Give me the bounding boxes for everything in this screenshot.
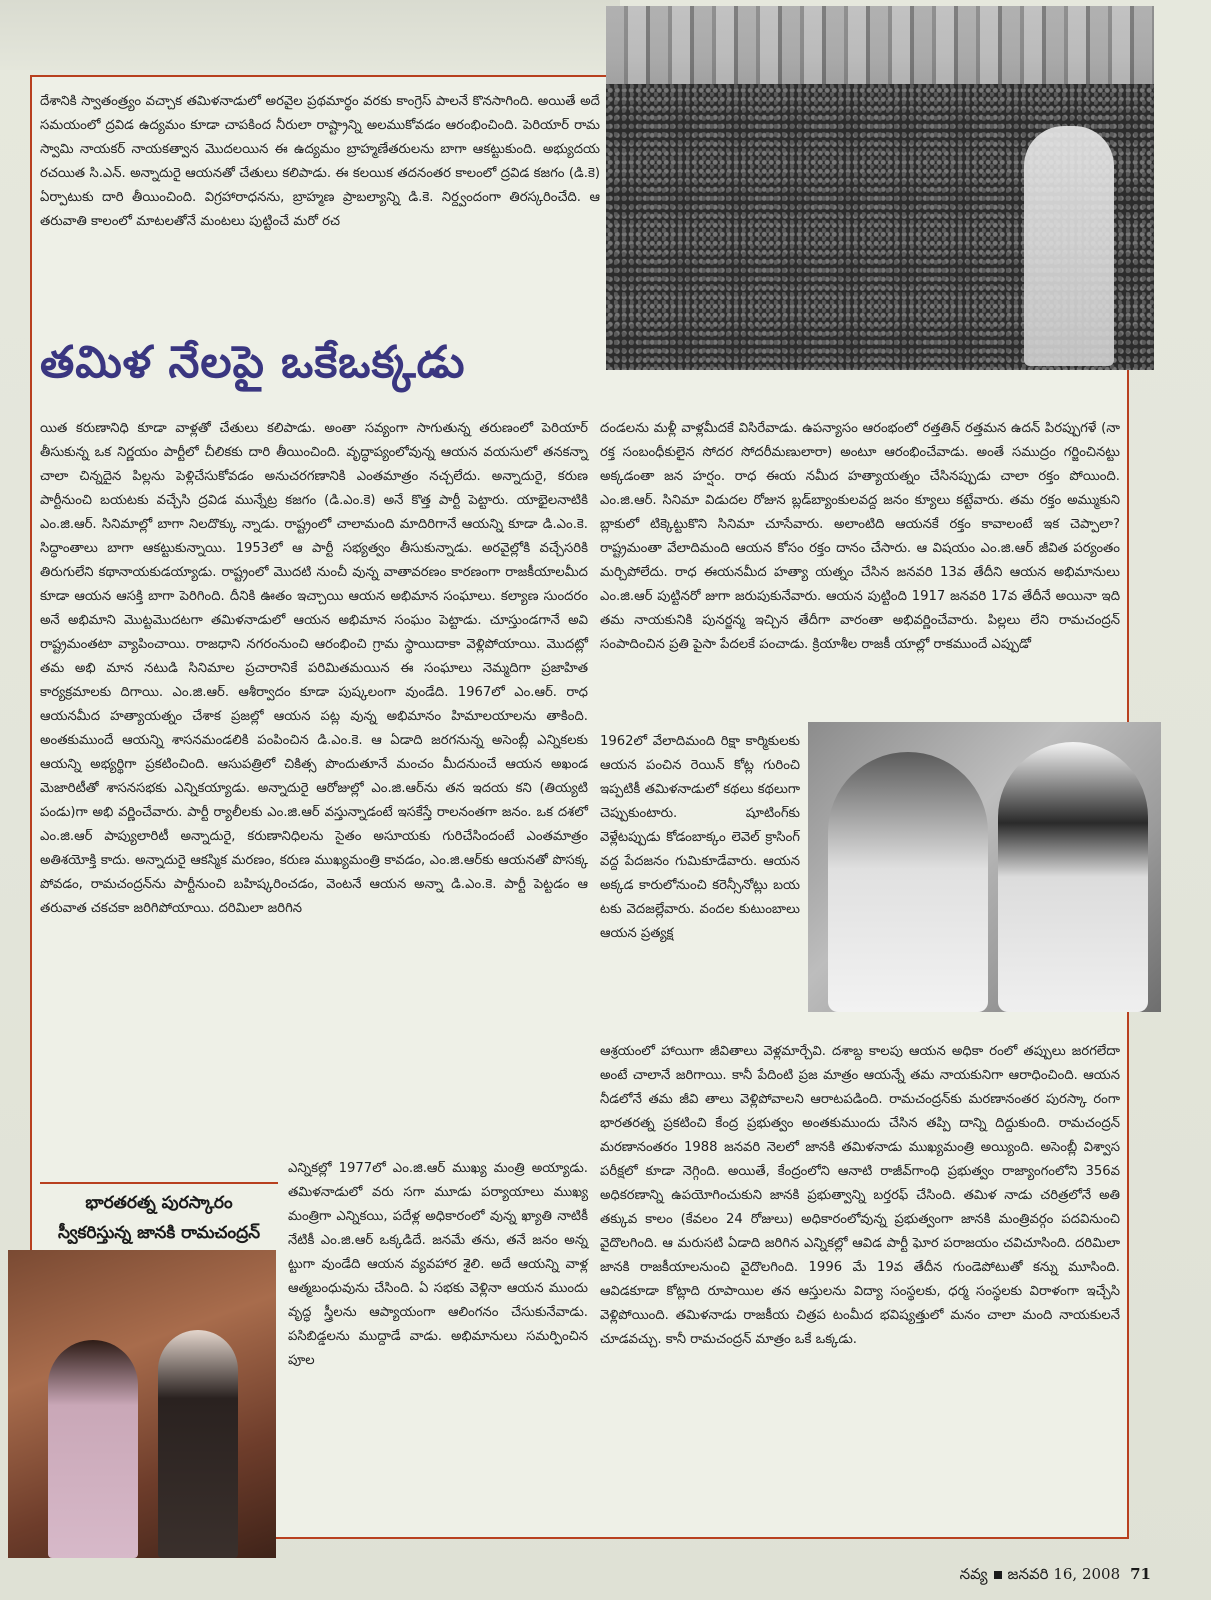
caption-line-2: స్వీకరిస్తున్న జానకి రామచంద్రన్ (57, 1223, 261, 1243)
article-right-column-bottom: ఆశ్రయంలో హాయిగా జీవితాలు వెళ్లమార్చేవి. దశాబ్ద కాలపు ఆయన అధికా రంలో తప్పులు జరగలేదా అంటే చాలానే జరిగాయి. కానీ పేదింటి ప్రజ మాత్రం ఆయన్నే తమ నాయకునిగా ఆరాధించింది. ఆయన నీడలోనే తమ జీవి తాలు వెళ్లిపోవాలని ఆరాటపడింది. రామచంద్రన్‌కు మరణానంతర పురస్కా రంగా భారతరత్న ప్రకటించి కేంద్ర ప్రభుత్వం అంతకుముందు చేసిన తప్పి దాన్ని దిద్దుకుంది. రామచంద్రన్ మరణానంతరం 1988 జనవరి నెలలో జానకి తమిళనాడు ముఖ్యమంత్రి అయ్యింది. అసెంబ్లీ విశ్వాస పరీక్షలో కూడా నెగ్గింది. అయితే, కేంద్రంలోని ఆనాటి రాజీవ్‌గాంధి ప్రభుత్వం రాజ్యాంగంలోని 356వ అధికరణాన్ని ఉపయోగించుకుని జానకి ప్రభుత్వాన్ని బర్తరఫ్ చేసింది. తమిళ నాడు చరిత్రలోనే అతి తక్కువ కాలం (కేవలం 24 రోజులు) అధికారంలోవున్న ప్రభుత్వంగా జానకి మంత్రివర్గం పదవినుంచి వైదొలగింది. ఆ మరుసటి ఏడాది జరిగిన ఎన్నికల్లో ఆవిడ పార్టీ ఘోర పరాజయం చవిచూసింది. దరిమిలా జానకి రాజకీయాలనుంచి వైదొలగింది. 1996 మే 19వ తేదీన గుండెపోటుతో కన్ను మూసింది. ఆవిడకూడా కోట్లాది రూపాయిల తన ఆస్తులను విద్యా సంస్థలకు, ధర్మ సంస్థలకు విరాళంగా ఇచ్చేసి వెళ్లిపోయింది. తమిళనాడు రాజకీయ చిత్రప టంమీద భవిష్యత్తులో మనం చాలా మంది నాయకులనే చూడవచ్చు. కానీ రామచంద్రన్ మాత్రం ఒకే ఒక్కడు. (600, 1044, 1120, 1347)
article-title: తమిళ నేలపై ఒకేఒక్కడు (40, 337, 466, 388)
award-ceremony-photo (8, 1250, 276, 1558)
article-left-column: యిత కరుణానిధి కూడా వాళ్లతో చేతులు కలిపాడు. అంతా సవ్యంగా సాగుతున్న తరుణంలో పెరియార్ తీసుకున్న ఒక నిర్ణయం పార్టీలో చీలికకు దారి తీయించింది. వృద్ధాప్యంలోవున్న ఆయన వయసులో తనకన్నా చాలా చిన్నదైన పిల్లను పెళ్లిచేసుకోవడం అనుచరగణానికి ఎంతమాత్రం నచ్చలేదు. అన్నాదురై, కరుణ పార్టీనుంచి బయటకు వచ్చేసి ద్రవిడ మున్నేట్ర కజగం (డి.ఎం.కె) అనే కొత్త పార్టీ పెట్టారు. యాభైలనాటికి ఎం.జి.ఆర్. సినిమాల్లో బాగా నిలదొక్కు న్నాడు. రాష్ట్రంలో చాలామంది మాదిరిగానే ఆయన్ని కూడా డి.ఎం.కె. సిద్ధాంతాలు బాగా ఆకట్టుకున్నాయి. 1953లో ఆ పార్టీ సభ్యత్వం తీసుకున్నాడు. అరవైల్లోకి వచ్చేసరికి తిరుగులేని కథానాయకుడయ్యాడు. రాష్ట్రంలో మొదటి నుంచీ వున్న వాతావరణం కారణంగా రాజకీయాలమీద కూడా ఆయన ఆసక్తి బాగా పెరిగింది. దీనికి ఊతం ఇచ్చాయి ఆయన అభిమాన సంఘాలు. కల్యాణ సుందరం అనే అభిమాని మొట్టమొదటగా తమిళనాడులో ఆయన అభిమాన సంఘం పెట్టాడు. చూస్తుండగానే అవి రాష్ట్రమంతటా వ్యాపించాయి. రాజధాని నగరంనుంచి ఆరంభించి గ్రామ స్థాయిదాకా వెళ్లిపోయాయి. మొదట్లో తమ అభి మాన నటుడి సినిమాల ప్రచారానికే పరిమితమయిన ఈ సంఘాలు నెమ్మదిగా ప్రజాహిత కార్యక్రమాలకు దిగాయి. ఎం.జి.ఆర్. ఆశీర్వాదం కూడా పుష్కలంగా వుండేది. 1967లో ఎం.ఆర్. రాధ ఆయనమీద హత్యాయత్నం చేశాక ప్రజల్లో ఆయన పట్ల వున్న అభిమానం హిమాలయాలను తాకింది. అంతకుముందే ఆయన్ని శాసనమండలికి పంపించిన డి.ఎం.కె. ఆ ఏడాది జరగనున్న అసెంబ్లీ ఎన్నికలకు ఆయన్ని అభ్యర్థిగా ప్రకటించింది. ఆసుపత్రిలో చికిత్స పొందుతూనే మంచం మీదనుంచే ఆయన అఖండ మెజారిటీతో శాసనసభకు ఎన్నికయ్యాడు. అన్నాదురై ఆరోజుల్లో ఎం.జి.ఆర్‌ను తన ఇదయ కని (తియ్యటి పండు)గా అభి వర్ణించేవారు. పార్టీ ర్యాలీలకు ఎం.జి.ఆర్ వస్తున్నాడంటే ఇసకేస్తే రాలనంతగా జనం. ఒక దశలో ఎం.జి.ఆర్ పాప్యులారిటీ అన్నాదురై, కరుణానిధిలను సైతం అసూయకు గురిచేసిందంటే ఎంతమాత్రం అతిశయోక్తి కాదు. అన్నాదురై ఆకస్మిక మరణం, కరుణ ముఖ్యమంత్రి కావడం, ఎం.జి.ఆర్‌కు ఆయనతో పొసక్క పోవడం, రామచంద్రన్‌ను పార్టీనుంచి బహిష్కరించడం, వెంటనే ఆయన అన్నా డి.ఎం.కె. పార్టీ పెట్టడం ఆ తరువాత చకచకా జరిగిపోయాయి. దరిమిలా జరిగిన (40, 421, 588, 916)
indira-mgr-photo (808, 722, 1161, 1012)
page-top-strip (0, 0, 620, 70)
photo-person-left (828, 752, 988, 1012)
article-intro: దేశానికి స్వాతంత్ర్యం వచ్చాక తమిళనాడులో అరవైల ప్రథమార్థం వరకు కాంగ్రెస్ పాలనే కొనసాగింది. అయితే అదే సమయంలో ద్రవిడ ఉద్యమం కూడా చాపకింద నీరులా రాష్ట్రాన్ని అలముకోవడం ఆరంభించింది. పెరియార్ రామ స్వామి నాయకర్ నాయకత్వాన మొదలయిన ఈ ఉద్యమం బ్రాహ్మణేతరులను బాగా ఆకట్టుకుంది. అభ్యుదయ రచయిత సి.ఎన్. అన్నాదురై ఆయనతో చేతులు కలిపాడు. ఈ కలయిక తదనంతర కాలంలో ద్రవిడ కజగం (డి.కె) ఏర్పాటుకు దారి తీయించింది. విగ్రహారాధనను, బ్రాహ్మణ ప్రాబల్యాన్ని డి.కె. నిర్ద్వందంగా తిరస్కరించేది. ఆ తరువాతి కాలంలో మాటలతోనే మంటలు పుట్టించే మరో రచ (40, 94, 600, 229)
photo-leader-figure (1024, 126, 1114, 366)
photo-buildings (606, 6, 1154, 84)
page-footer (960, 1565, 1151, 1587)
photo-person-right (998, 742, 1148, 1012)
photo-janaki (48, 1340, 138, 1558)
footer-date: జనవరి 16, 2008 (1007, 1565, 1121, 1583)
article-right-column-mid: 1962లో వేలాదిమంది రిక్షా కార్మికులకు ఆయన పంచిన రెయిన్ కోట్ల గురించి ఇప్పటికీ తమిళనాడులో కథలు కథలుగా చెప్పుకుంటారు. షూటింగ్‌కు వెళ్లేటప్పుడు కోడంబాక్కం లెవెల్ క్రాసింగ్ వద్ద పేదజనం గుమికూడేవారు. ఆయన అక్కడ కారులోనుంచి కరెన్సీనోట్లు బయ టకు వెదజల్లేవారు. వందల కుటుంబాలు ఆయన ప్రత్యక్ష (600, 734, 800, 941)
photo-caption (40, 1182, 278, 1248)
article-left-column-continued: ఎన్నికల్లో 1977లో ఎం.జి.ఆర్ ముఖ్య మంత్రి అయ్యాడు. తమిళనాడులో వరు సగా మూడు పర్యాయాలు ముఖ్య మంత్రిగా ఎన్నికయి, పదేళ్ల అధికారంలో వున్న ఖ్యాతి నాటికీ నేటికీ ఎం.జి.ఆర్ ఒక్కడిదే. జనమే తను, తనే జనం అన్న ట్టుగా వుండేది ఆయన వ్యవహార శైలి. అదే ఆయన్ని వాళ్ల ఆత్మబంధువును చేసింది. ఏ సభకు వెళ్లినా ఆయన ముందు వృద్ధ స్త్రీలను ఆప్యాయంగా ఆలింగనం చేసుకునేవాడు. పసిబిడ్డలను ముద్దాడే వాడు. అభిమానులు సమర్పించిన పూల (288, 1161, 588, 1368)
footer-page-number: 71 (1130, 1565, 1151, 1583)
caption-line-1: భారతరత్న పురస్కారం (85, 1193, 233, 1213)
photo-president (158, 1330, 238, 1558)
footer-square-icon (994, 1571, 1002, 1579)
rally-crowd-photo (606, 6, 1154, 370)
footer-magazine: నవ్య (959, 1565, 988, 1583)
article-right-column-top: దండలను మళ్లీ వాళ్లమీదకే విసిరేవాడు. ఉపన్యాసం ఆరంభంలో రత్తతిన్ రత్తమన ఉదన్ పిరప్పుగళే (నా రక్త సంబంధీకులైన సోదర సోదరీమణులారా) అంటూ ఆరంభించేవాడు. అంతే సముద్రం గర్జించినట్టు అక్కడంతా జన హర్షం. రాధ ఈయ నమీద హత్యాయత్నం చేసినప్పుడు చాలా రక్తం పోయింది. ఎం.జి.ఆర్. సినిమా విడుదల రోజున బ్లడ్‌బ్యాంకులవద్ద జనం క్యూలు కట్టేవారు. తమ రక్తం అమ్ముకుని బ్లాకులో టిక్కెట్టుకొని సినిమా చూసేవారు. అలాంటిది ఆయనకే రక్తం కావాలంటే ఇక చెప్పాలా? రాష్ట్రమంతా వేలాదిమంది ఆయన కోసం రక్తం దానం చేసారు. ఆ విషయం ఎం.జి.ఆర్ జీవిత పర్యంతం మర్చిపోలేదు. రాధ ఈయనమీద హత్యా యత్నం చేసిన జనవరి 13వ తేదీని ఆయన అభిమానులు ఎం.జి.ఆర్ పుట్టినరో జుగా జరుపుకునేవారు. ఆయన పుట్టింది 1917 జనవరి 17వ తేదీనే అయినా ఇది తమ నాయకునికి పునర్జన్మ ఇచ్చిన తేదీగా వారంతా అభివర్ణించేవారు. పిల్లలు లేని రామచంద్రన్ సంపాదించిన ప్రతి పైసా పేదలకే పంచాడు. క్రియాశీల రాజకీ యాల్లో రాకముందే ఎప్పుడో (600, 421, 1120, 652)
